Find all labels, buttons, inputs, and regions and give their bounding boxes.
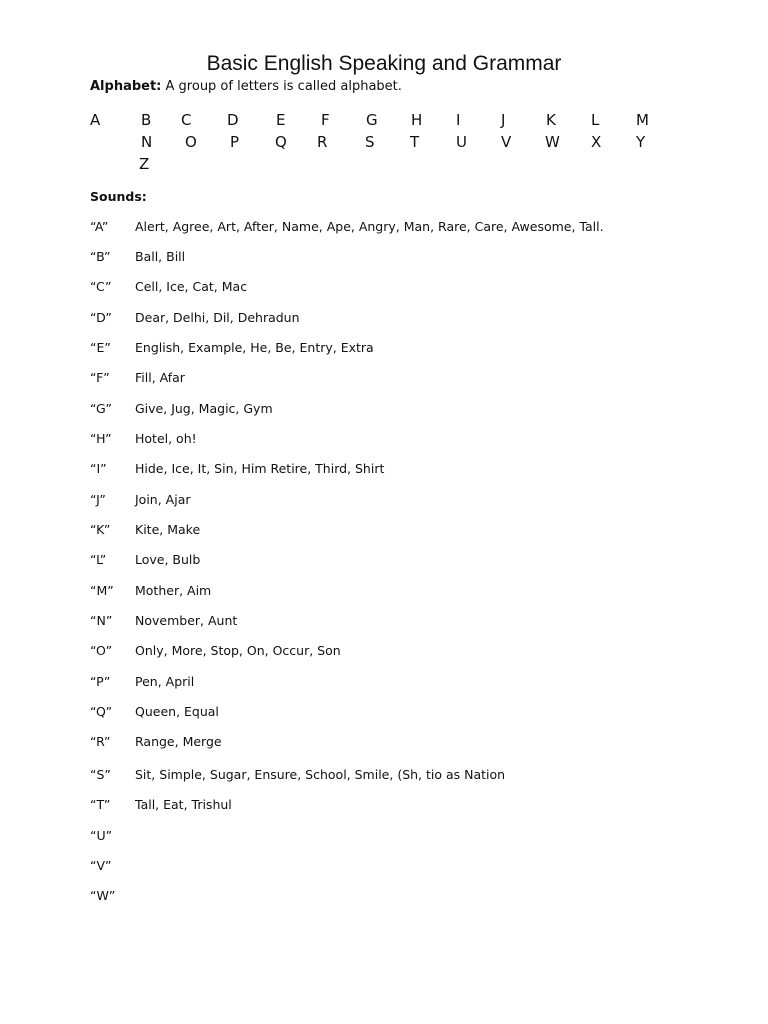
sound-examples: Kite, Make [135,522,201,537]
sound-key: “V” [90,858,112,873]
sound-examples: Pen, April [135,674,195,689]
sound-examples: Ball, Bill [135,249,186,264]
sounds-label: Sounds: [90,189,147,204]
sound-key: “W” [90,888,116,903]
page-title: Basic English Speaking and Grammar [206,52,562,75]
sound-key: “Q” [90,704,113,719]
sound-key: “D” [90,310,112,325]
sound-key: “G” [90,401,112,416]
sound-key: “A” [90,219,109,234]
alphabet-letter: L [591,111,600,129]
sound-examples: Dear, Delhi, Dil, Dehradun [135,310,300,325]
sound-key: “M” [90,583,114,598]
alphabet-letter: E [276,111,286,129]
alphabet-letter: R [317,133,328,151]
alphabet-letter: F [321,111,330,129]
sound-key: “B” [90,249,111,264]
sound-examples: Tall, Eat, Trishul [135,797,232,812]
sound-key: “K” [90,522,111,537]
alphabet-letter: A [90,111,101,129]
alphabet-letter: Q [275,133,287,151]
sound-examples: Love, Bulb [135,552,201,567]
sound-examples: Sit, Simple, Sugar, Ensure, School, Smile, (Sh, tio as Nation [135,767,506,782]
sound-key: “C” [90,279,112,294]
alphabet-letter: O [185,133,197,151]
alphabet-row [90,155,670,177]
sound-examples: November, Aunt [135,613,238,628]
sound-examples: Hide, Ice, It, Sin, Him Retire, Third, Shirt [135,461,385,476]
alphabet-letter: U [456,133,467,151]
sound-key: “O” [90,643,113,658]
alphabet-label: Alphabet: [90,79,162,94]
alphabet-letter: V [501,133,512,151]
sound-key: “N” [90,613,113,628]
alphabet-letter: T [410,133,420,151]
sound-key: “E” [90,340,111,355]
sound-key: “S” [90,767,111,782]
sound-key: “I” [90,461,107,476]
alphabet-letter: G [366,111,378,129]
sound-examples: Alert, Agree, Art, After, Name, Ape, Angry, Man, Rare, Care, Awesome, Tall. [135,219,604,234]
alphabet-letter: B [141,111,152,129]
alphabet-letter: N [141,133,153,151]
sound-examples: Hotel, oh! [135,431,197,446]
alphabet-letter: H [411,111,423,129]
alphabet-letter: D [227,111,239,129]
alphabet-letter: I [456,111,461,129]
alphabet-grid [90,111,670,177]
sound-examples: Give, Jug, Magic, Gym [135,401,273,416]
sound-examples: Join, Ajar [135,492,191,507]
alphabet-letter: Y [636,133,646,151]
alphabet-row [90,133,670,155]
alphabet-row [90,111,670,133]
sound-key: “H” [90,431,112,446]
alphabet-letter: Z [139,155,150,173]
sound-key: “T” [90,797,111,812]
sound-examples: English, Example, He, Be, Entry, Extra [135,340,374,355]
sound-examples: Range, Merge [135,734,222,749]
alphabet-letter: K [546,111,556,129]
sound-key: “F” [90,370,110,385]
sound-examples: Only, More, Stop, On, Occur, Son [135,643,341,658]
alphabet-letter: C [181,111,192,129]
sound-key: “L” [90,552,107,567]
alphabet-letter: S [365,133,375,151]
sound-examples: Queen, Equal [135,704,219,719]
alphabet-definition-text: A group of letters is called alphabet. [161,79,402,94]
alphabet-letter: X [591,133,602,151]
sound-key: “P” [90,674,111,689]
alphabet-letter: P [230,133,240,151]
alphabet-letter: W [545,133,560,151]
sound-examples: Fill, Afar [135,370,185,385]
sound-key: “J” [90,492,106,507]
alphabet-letter: J [501,111,506,129]
sound-examples: Cell, Ice, Cat, Mac [135,279,248,294]
alphabet-definition [90,79,402,94]
sound-key: “R” [90,734,111,749]
sound-examples: Mother, Aim [135,583,212,598]
sound-key: “U” [90,828,113,843]
alphabet-letter: M [636,111,649,129]
